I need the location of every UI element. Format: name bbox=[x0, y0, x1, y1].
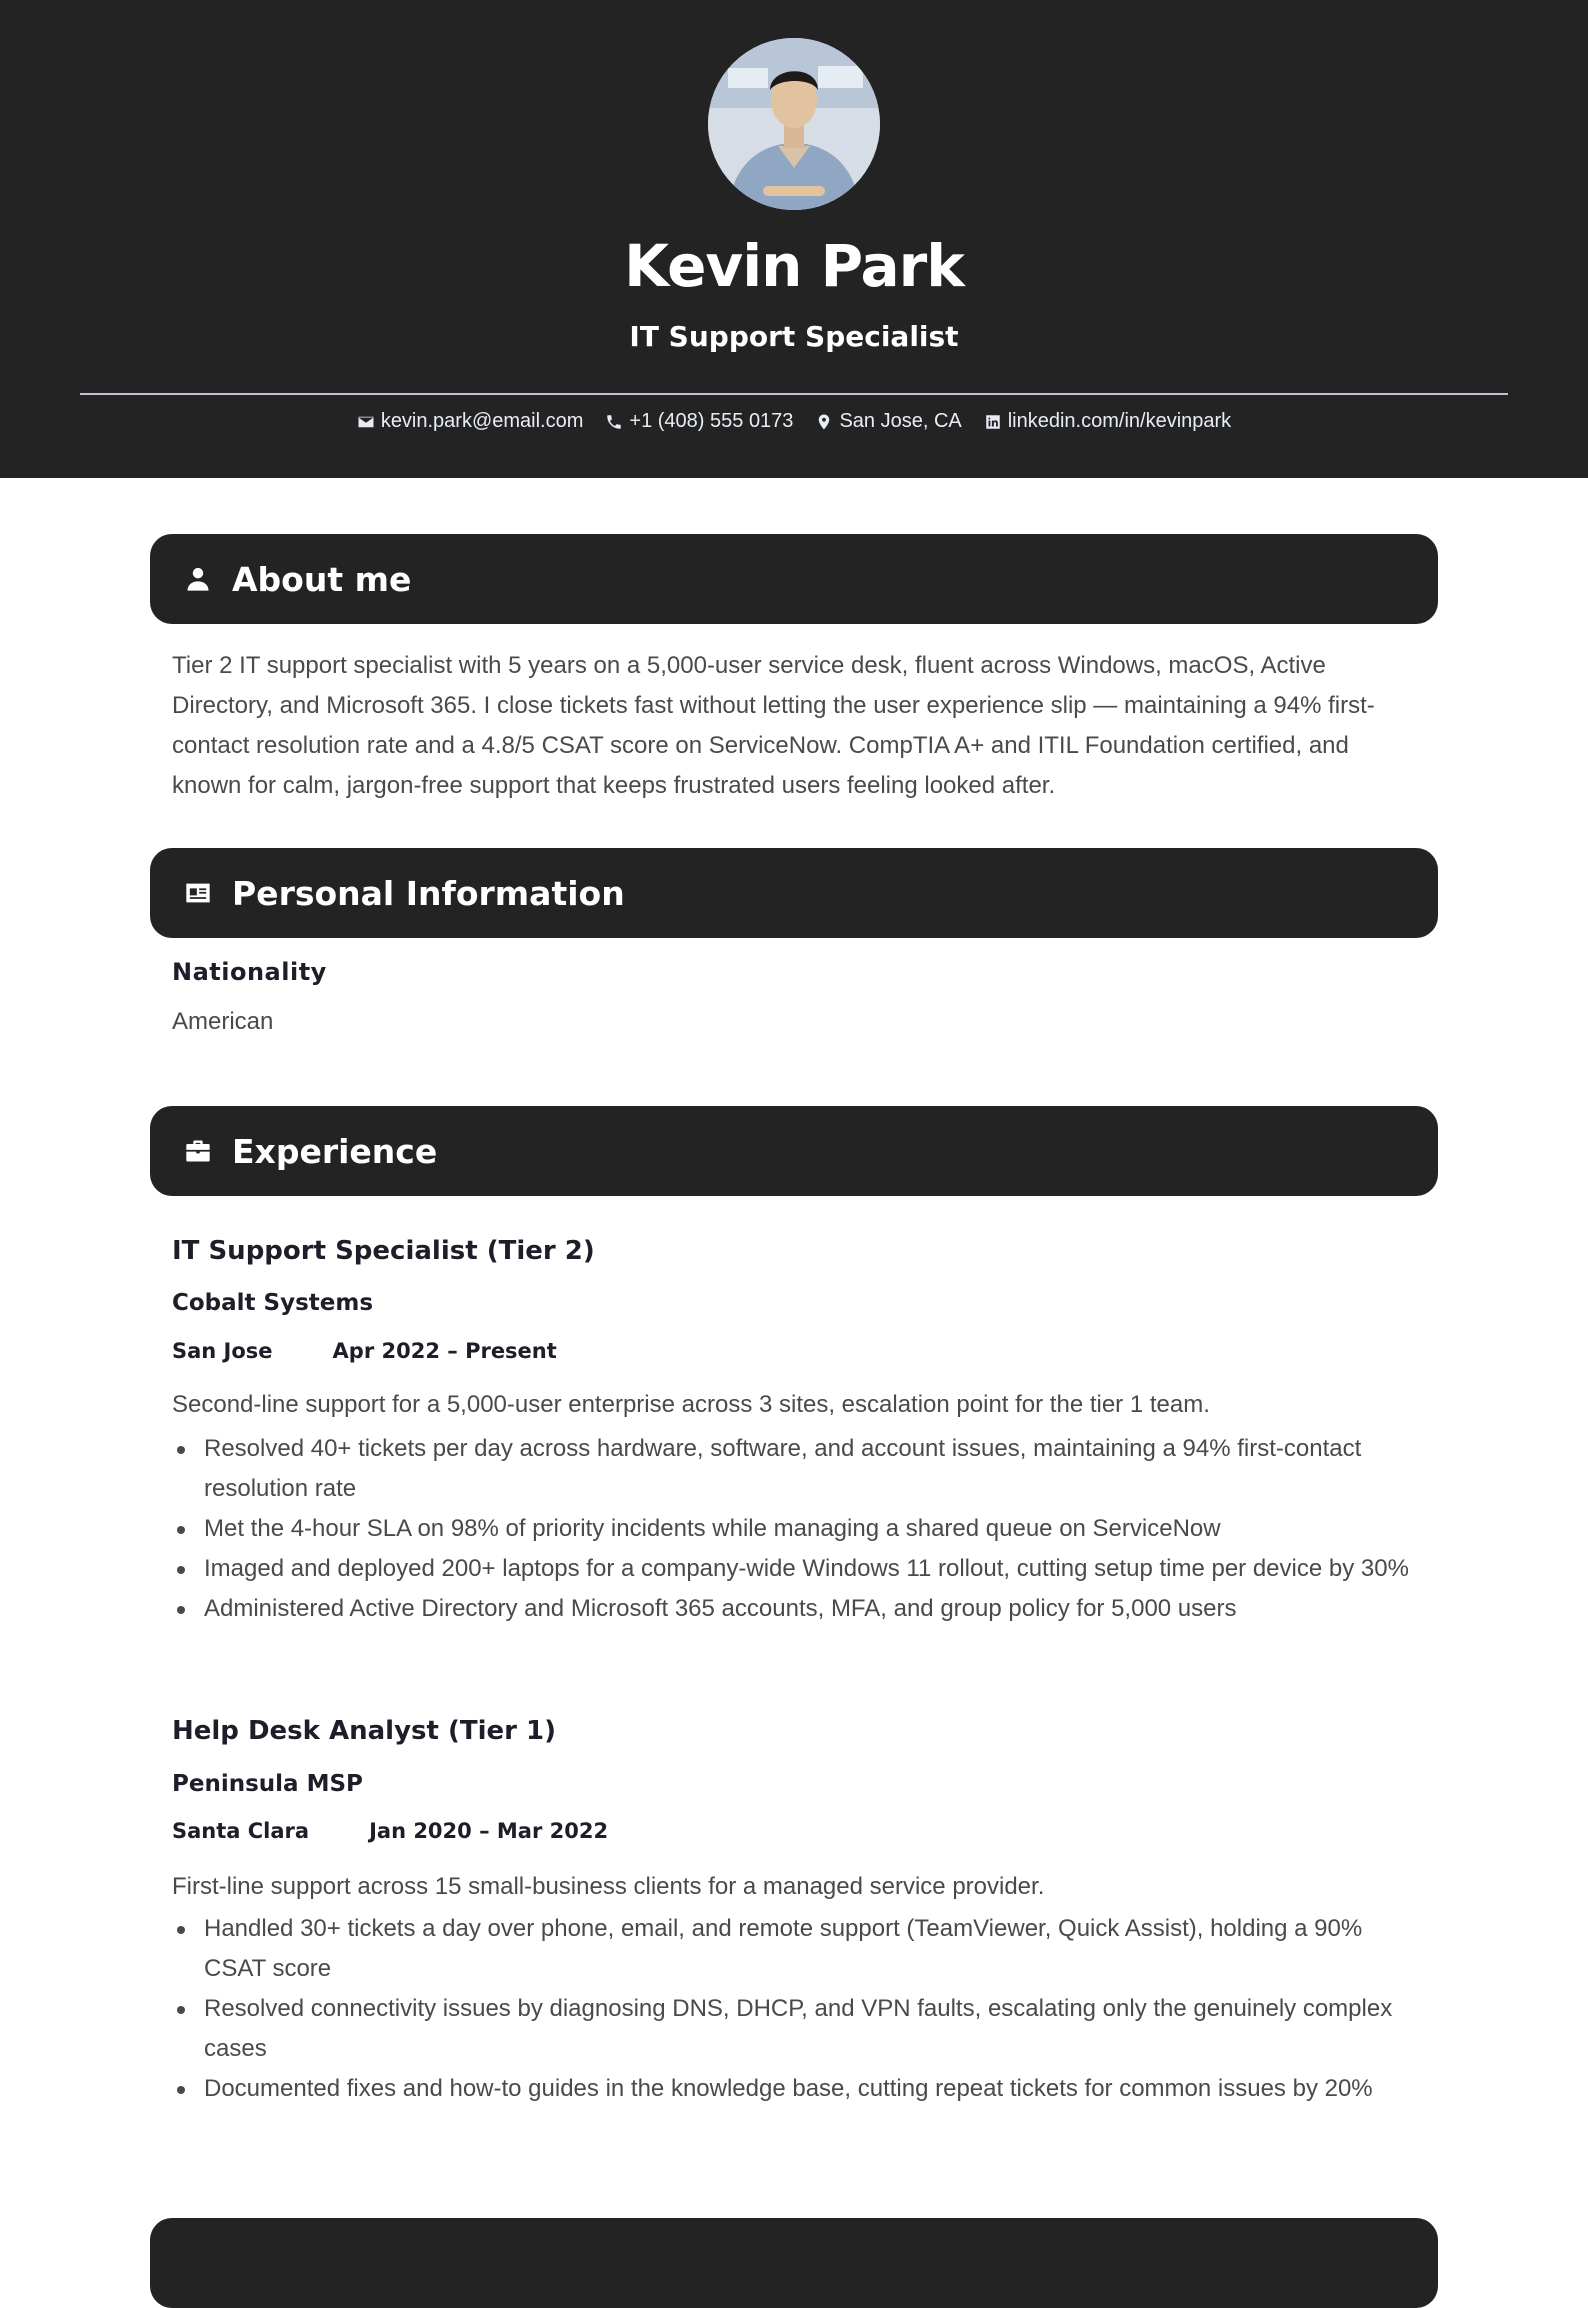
job-meta bbox=[172, 1339, 557, 1363]
resume-header bbox=[0, 0, 1588, 478]
list-item: Handled 30+ tickets a day over phone, email, and remote support (TeamViewer, Quick Assist), holding a 90% CSAT score bbox=[204, 1909, 1422, 1989]
contact-email[interactable] bbox=[357, 410, 584, 433]
profile-photo-image bbox=[708, 38, 880, 210]
list-item: Resolved 40+ tickets per day across hardware, software, and account issues, maintaining a 94% first-contact resolution rate bbox=[204, 1429, 1422, 1509]
job-location: San Jose bbox=[172, 1339, 273, 1363]
section-header-experience bbox=[150, 1106, 1438, 1196]
candidate-name: Kevin Park bbox=[624, 232, 964, 300]
id-card-icon bbox=[184, 879, 212, 907]
job-bullets bbox=[172, 1429, 1422, 1629]
phone-icon bbox=[605, 413, 623, 431]
profile-photo bbox=[708, 38, 880, 210]
job-summary: First-line support across 15 small-business clients for a managed service provider. bbox=[172, 1873, 1045, 1900]
user-icon bbox=[184, 565, 212, 593]
list-item: Administered Active Directory and Microsoft 365 accounts, MFA, and group policy for 5,000 users bbox=[204, 1589, 1422, 1629]
job-meta bbox=[172, 1819, 608, 1843]
job-title: IT Support Specialist (Tier 2) bbox=[172, 1236, 595, 1266]
list-item: Met the 4-hour SLA on 98% of priority incidents while managing a shared queue on ServiceNow bbox=[204, 1509, 1422, 1549]
section-title-personal: Personal Information bbox=[232, 873, 625, 913]
job-bullets bbox=[172, 1909, 1422, 2109]
header-divider bbox=[80, 393, 1508, 395]
job-company: Cobalt Systems bbox=[172, 1290, 374, 1316]
about-text: Tier 2 IT support specialist with 5 years on a 5,000-user service desk, fluent across Windows, macOS, Active Directory, and Microsoft 365. I close tickets fast without letting the user experience slip — maintaining a 94% first-contact resolution rate and a 4.8/5 CSAT score on ServiceNow. CompTIA A+ and ITIL Foundation certified, and known for calm, jargon-free support that keeps frustrated users feeling looked after. bbox=[172, 652, 1375, 799]
contact-bar bbox=[0, 410, 1588, 433]
contact-linkedin-text: linkedin.com/in/kevinpark bbox=[1007, 410, 1232, 432]
briefcase-icon bbox=[184, 1137, 212, 1165]
list-item: Resolved connectivity issues by diagnosing DNS, DHCP, and VPN faults, escalating only the genuinely complex cases bbox=[204, 1989, 1422, 2069]
contact-phone[interactable] bbox=[605, 410, 793, 433]
list-item: Documented fixes and how-to guides in the knowledge base, cutting repeat tickets for common issues by 20% bbox=[204, 2069, 1422, 2109]
section-title-about: About me bbox=[232, 559, 412, 599]
section-header-next bbox=[150, 2218, 1438, 2308]
linkedin-icon bbox=[984, 413, 1002, 431]
candidate-title: IT Support Specialist bbox=[629, 320, 959, 353]
job-title: Help Desk Analyst (Tier 1) bbox=[172, 1716, 557, 1746]
nationality-label: Nationality bbox=[172, 958, 327, 986]
contact-phone-text: +1 (408) 555 0173 bbox=[629, 410, 794, 432]
job-company: Peninsula MSP bbox=[172, 1771, 363, 1797]
section-title-experience: Experience bbox=[232, 1131, 438, 1171]
contact-email-text: kevin.park@email.com bbox=[380, 410, 584, 432]
contact-linkedin[interactable] bbox=[984, 410, 1231, 433]
job-dates: Apr 2022 – Present bbox=[332, 1339, 557, 1363]
nationality-value: American bbox=[172, 1008, 274, 1035]
section-header-about bbox=[150, 534, 1438, 624]
envelope-icon bbox=[357, 413, 375, 431]
contact-location-text: San Jose, CA bbox=[839, 410, 962, 432]
list-item: Imaged and deployed 200+ laptops for a company-wide Windows 11 rollout, cutting setup time per device by 30% bbox=[204, 1549, 1422, 1589]
job-summary: Second-line support for a 5,000-user enterprise across 3 sites, escalation point for the tier 1 team. bbox=[172, 1391, 1210, 1418]
map-pin-icon bbox=[815, 413, 833, 431]
section-header-personal bbox=[150, 848, 1438, 938]
job-dates: Jan 2020 – Mar 2022 bbox=[369, 1819, 609, 1843]
contact-location bbox=[815, 410, 961, 433]
job-location: Santa Clara bbox=[172, 1819, 310, 1843]
